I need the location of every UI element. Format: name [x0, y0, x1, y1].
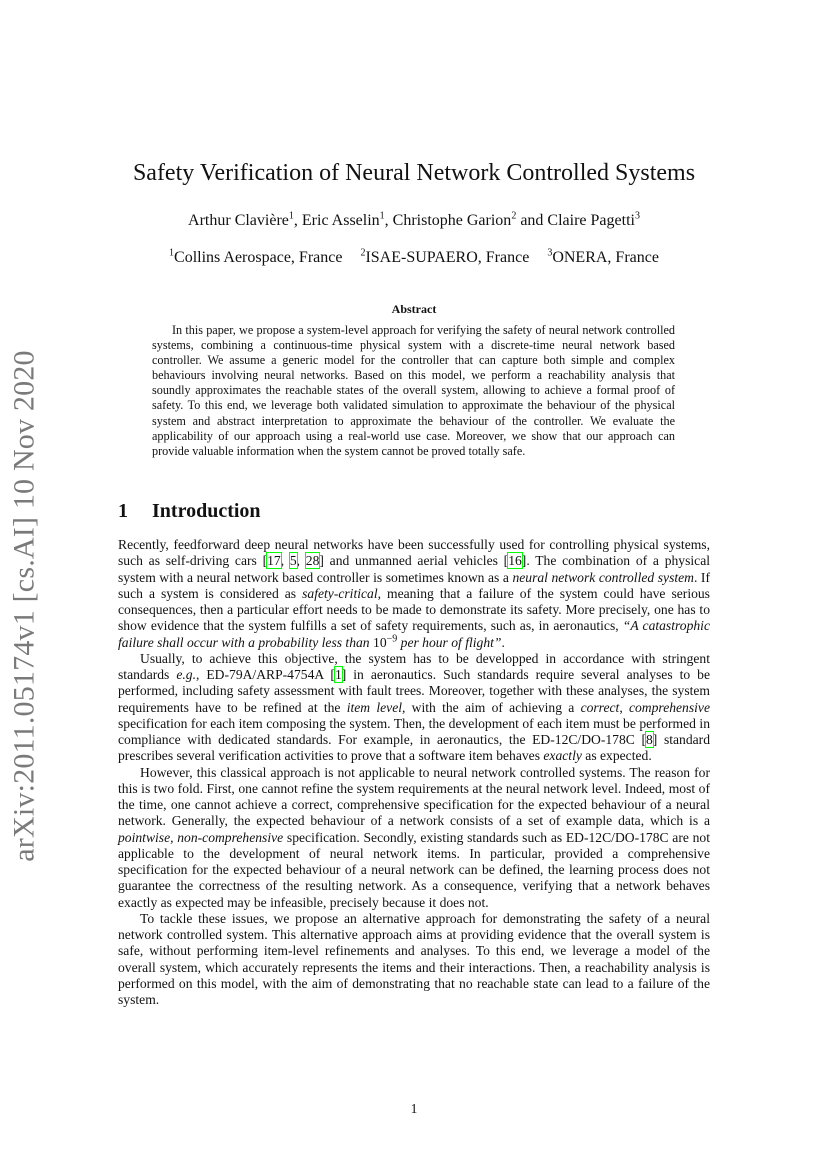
affiliation-mark: 3 [547, 247, 553, 259]
affiliation [547, 249, 659, 266]
emphasized-term: comprehensive [628, 699, 710, 715]
section-number: 1 [118, 500, 128, 522]
paragraph-3 [118, 765, 710, 911]
text-run: . [501, 634, 505, 650]
text-run: , ED-79A/ARP-4754A [ [195, 667, 335, 682]
text-run: specification for each item composing the system. Then, the development of each item must be performed in compliance with dedicated standards. For example, in aeronautics, the ED-12C/DO-178C [ [118, 715, 710, 747]
section-heading [118, 500, 718, 523]
affiliation-mark: 1 [169, 247, 175, 259]
affiliation-mark: 2 [360, 247, 366, 259]
introduction-body [118, 537, 710, 1008]
paper-title: Safety Verification of Neural Network Controlled Systems [132, 160, 696, 186]
citation-link[interactable]: 17 [267, 553, 281, 569]
text-run: , [296, 553, 306, 569]
math-base: 10 [373, 634, 387, 650]
abstract-heading: Abstract [391, 302, 437, 316]
paragraph-4 [118, 911, 710, 1009]
text-run: To tackle these issues, we propose an alternative approach for demonstrating the safety of a neural network controlled system. This alternative approach aims at providing evidence that the overall system is safe, without performing item-level refinements and analyses. To this end, we leverage a model of the overall system, which accurately represents the items and their interactions. Then, a reachability analysis is performed on this model, with the aim of demonstrating that no reachable state can lead to a failure of the system. [118, 910, 710, 1007]
author-affiliation-mark: 2 [511, 210, 517, 222]
affiliation [360, 249, 529, 266]
author-separator: , [384, 212, 393, 229]
text-run: specification. Secondly, existing standards such as ED-12C/DO-178C are not applicable to the development of neural network items. In particular, provided a comprehensive specification for the expected behaviour of a neural network can be defined, the learning process does not guarantee the correctness of the resulting network. As a consequence, verifying that a network behaves exactly as expected may be infeasible, precisely because it does not. [118, 829, 710, 910]
text-run: , with the aim of achieving a [402, 699, 581, 715]
arxiv-identifier-stamp [2, 350, 48, 862]
arxiv-id-text: arXiv:2011.05174v1 [cs.AI] 10 Nov 2020 [8, 350, 42, 862]
text-run: ]. The combination of a physical system with a neural network based controller is sometimes known as a [118, 553, 710, 585]
author-name: Arthur Clavière [188, 212, 289, 229]
affiliation-text: ONERA, France [552, 249, 659, 266]
paragraph-1 [118, 537, 710, 651]
text-run: Usually, to achieve this objective, the system has to be developped in accordance with stringent standards [118, 650, 710, 682]
emphasized-term: neural network controlled system [512, 569, 694, 585]
abstract-text: In this paper, we propose a system-level approach for verifying the safety of neural network controlled systems, combining a continuous-time physical system with a discrete-time neural network based controller. We assume a generic model for the controller that can capture both simple and complex behaviours involving neural networks. Based on this model, we perform a reachability analysis that soundly approximates the reachable states of the overall system, allowing to achieve a formal proof of safety. To this end, we leverage both validated simulation to approximate the behaviour of the physical system and abstract interpretation to approximate the behaviour of the controller. We evaluate the applicability of our approach using a real-world use case. Moreover, we show that our approach can provide valuable information when the system cannot be proved totally safe. [152, 323, 675, 458]
author-name: Claire Pagetti [547, 212, 635, 229]
text-run: ] standard prescribes several verification activities to prove that a software item behaves [118, 732, 710, 764]
emphasized-term: correct [580, 699, 620, 715]
math-exponent: −9 [386, 632, 398, 644]
emphasized-term: e.g. [176, 667, 196, 682]
author-name: Eric Asselin [301, 212, 380, 229]
citation-link[interactable]: 1 [334, 667, 342, 682]
citation-link[interactable]: 16 [508, 553, 522, 569]
emphasized-term: exactly [543, 748, 582, 764]
text-run: However, this classical approach is not applicable to neural network controlled systems. The reason for this is two fold. First, one cannot refine the system requirements at the neural network level. Indeed, most of the time, one cannot achieve a correct, comprehensive specification for the expected behaviour of a neural network. Generally, the expected behaviour of a network consists of a set of example data, which is a [118, 764, 710, 829]
citation-link[interactable]: 28 [305, 553, 320, 569]
text-run: . If such a system is considered as [118, 569, 710, 601]
author-list [0, 212, 828, 230]
section-title: Introduction [152, 500, 261, 522]
author-affiliation-mark: 3 [634, 210, 640, 222]
text-run: , [280, 553, 290, 569]
text-run: Recently, feedforward deep neural networks have been successfully used for controlling physical systems, such as self-driving cars [ [118, 537, 710, 569]
author-name: Christophe Garion [392, 212, 512, 229]
text-run: as expected. [581, 748, 652, 764]
quoted-requirement: per hour of flight” [397, 634, 502, 650]
page-number: 1 [410, 1101, 418, 1116]
affiliation-text: Collins Aerospace, France [174, 249, 343, 266]
affiliation-list [0, 249, 828, 267]
author-separator: , [293, 212, 302, 229]
author-separator: and [516, 212, 548, 229]
affiliation-text: ISAE-SUPAERO, France [365, 249, 530, 266]
citation-link[interactable]: 8 [645, 732, 653, 747]
emphasized-term: safety-critical [302, 585, 378, 601]
author-affiliation-mark: 1 [288, 210, 294, 222]
quoted-requirement: “A catastrophic failure shall occur with a probability less than [118, 618, 710, 650]
emphasized-term: item level [346, 699, 403, 715]
author-affiliation-mark: 1 [379, 210, 385, 222]
paragraph-2 [118, 651, 710, 765]
emphasized-term: pointwise, non-comprehensive [118, 829, 284, 845]
text-run: ] in aeronautics. Such standards require several analyses to be performed, including safety assessment with fault trees. Moreover, together with these analyses, the system requirements have to be refined at the [118, 667, 710, 715]
affiliation [169, 249, 342, 266]
text-run: , meaning that a failure of the system could have serious consequences, then a particular effort needs to be made to demonstrate its safety. More precisely, one has to show evidence that the system fulfills a set of safety requirements, such as, in aeronautics, [118, 585, 710, 634]
citation-link[interactable]: 5 [289, 553, 297, 569]
text-run: , [619, 699, 629, 715]
text-run: ] and unmanned aerial vehicles [ [319, 553, 509, 569]
